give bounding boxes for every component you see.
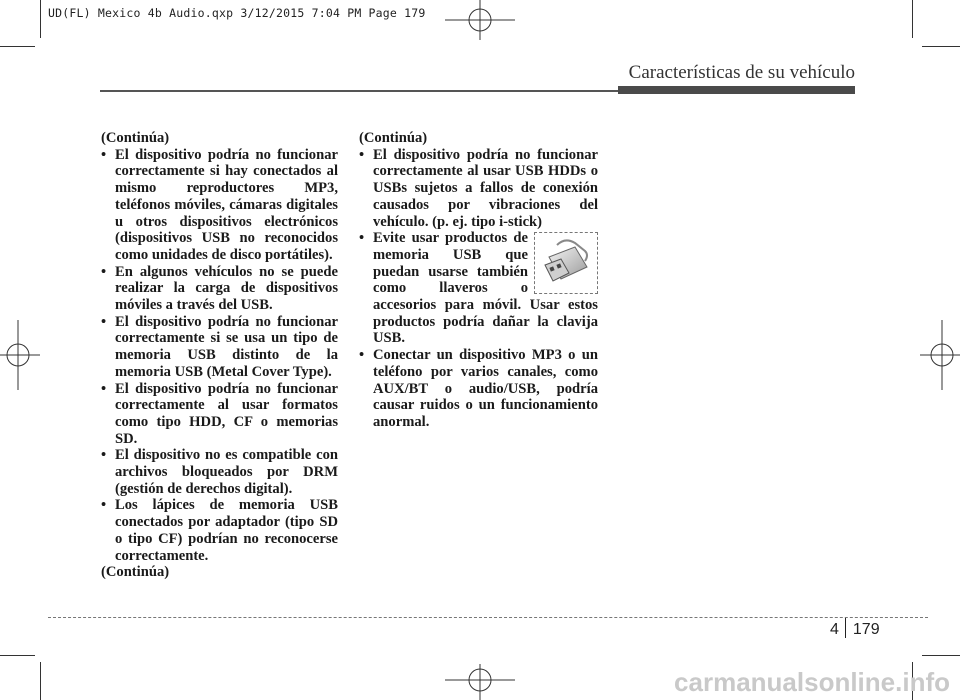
crop-mark: [0, 46, 35, 47]
registration-mark-left: [0, 315, 40, 395]
bullet-list: [101, 147, 338, 565]
left-column: [101, 130, 338, 581]
usb-stick-icon: [534, 232, 598, 294]
list-item: • Evite usar productos de memoria USB que puedan usarse también como llaveros o accesorios para móvil. Usar estos productos podría dañar la clavija USB.: [359, 230, 598, 347]
page-number: [830, 618, 880, 639]
right-column: [359, 130, 598, 431]
list-item: • El dispositivo podría no funcionar correctamente al usar USB HDDs o USBs sujetos a fallos de conexión causados por vibraciones del vehículo. (p. ej. tipo i-stick): [359, 146, 598, 230]
crop-mark: [912, 0, 913, 38]
registration-mark-top: [440, 0, 520, 40]
list-item: • Los lápices de memoria USB conectados por adaptador (tipo SD o tipo CF) podrían no reconocerse correctamente.: [101, 497, 338, 564]
header-rule-thick: [618, 86, 855, 94]
page-number-separator: [845, 618, 846, 638]
chapter-number: 4: [830, 621, 839, 638]
list-item: • El dispositivo podría no funcionar correctamente si hay conectados al mismo reproductores MP3, teléfonos móviles, cámaras digitales u otros dispositivos electrónicos (dispositivos USB no reconocidos como unidades de disco portátiles).: [101, 146, 338, 263]
list-item: • Conectar un dispositivo MP3 o un teléfono por varios canales, como AUX/BT o audio/USB, podría causar ruidos o un funcionamiento anormal.: [359, 347, 598, 430]
footer-rule: [48, 617, 928, 618]
page-number-value: 179: [852, 621, 880, 638]
watermark: carmanualsonline.info: [674, 667, 950, 697]
header-rule: [100, 90, 620, 92]
crop-mark: [0, 655, 35, 656]
list-item: • El dispositivo podría no funcionar correctamente si se usa un tipo de memoria USB distinto de la memoria USB (Metal Cover Type).: [101, 313, 338, 380]
registration-mark-right: [920, 315, 960, 395]
bullet-list: [359, 147, 598, 431]
continued-label-bottom: (Continúa): [101, 564, 170, 581]
crop-mark: [40, 0, 41, 38]
continued-label: (Continúa): [359, 130, 428, 146]
crop-mark: [922, 655, 960, 656]
crop-mark: [922, 46, 960, 47]
print-slug: UD(FL) Mexico 4b Audio.qxp 3/12/2015 7:04 PM Page 179: [48, 6, 426, 20]
continued-label: (Continúa): [101, 130, 170, 146]
registration-mark-bottom: [440, 664, 520, 700]
list-item: • El dispositivo no es compatible con archivos bloqueados por DRM (gestión de derechos digital).: [101, 447, 338, 497]
section-title: Características de su vehículo: [628, 62, 855, 83]
list-item: • En algunos vehículos no se puede realizar la carga de dispositivos móviles a través del USB.: [101, 263, 338, 314]
crop-mark: [40, 662, 41, 700]
list-item: • El dispositivo podría no funcionar correctamente al usar formatos como tipo HDD, CF o memorias SD.: [101, 380, 338, 447]
